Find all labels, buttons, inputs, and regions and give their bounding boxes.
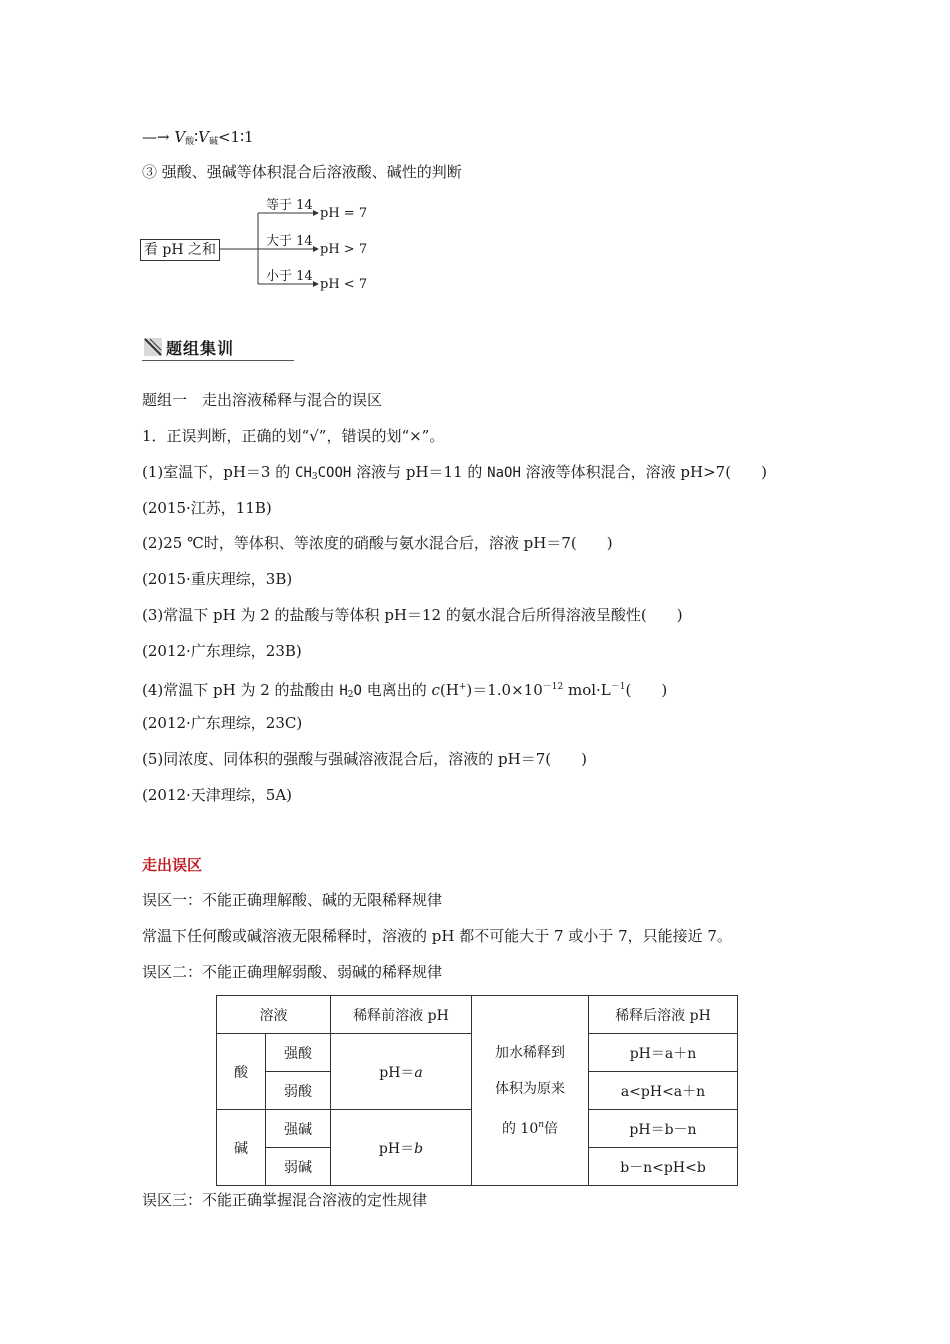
item-5: (5)同浓度、同体积的强酸与强碱溶液混合后，溶液的 pH＝7( ) bbox=[142, 750, 587, 768]
branch-result: pH > 7 bbox=[320, 242, 368, 257]
branch-condition: 小于 14 bbox=[266, 269, 313, 284]
item-2: (2)25 ℃时，等体积、等浓度的硝酸与氨水混合后，溶液 pH＝7( ) bbox=[142, 534, 613, 552]
misconception-3: 误区三：不能正确掌握混合溶液的定性规律 bbox=[142, 1191, 428, 1209]
item-2-source: (2015·重庆理综，3B) bbox=[142, 570, 293, 588]
item-3-source: (2012·广东理综，23B) bbox=[142, 642, 302, 660]
branch-result: pH = 7 bbox=[320, 206, 368, 221]
strong-acid-after: pH＝a＋n bbox=[589, 1034, 738, 1072]
header-solution: 溶液 bbox=[217, 996, 331, 1034]
item-1: (1)室温下，pH＝3 的 $CH_3COOH$ 溶液与 pH＝11 的 NaOH 溶液等体积混合，溶液 pH>7( ) bbox=[142, 463, 767, 482]
dilution-table bbox=[216, 995, 738, 1186]
item-3-heading: ③ 强酸、强碱等体积混合后溶液酸、碱性的判断 bbox=[142, 163, 462, 181]
item-4-source: (2012·广东理综，23C) bbox=[142, 714, 303, 732]
strong-base-after: pH＝b－n bbox=[589, 1110, 738, 1148]
section-title: 题组集训 bbox=[142, 334, 294, 361]
item-5-source: (2012·天津理综，5A) bbox=[142, 786, 293, 804]
dilution-note: 加水稀释到 体积为原来 的 10$^n$倍 bbox=[472, 996, 589, 1186]
strong-base: 强碱 bbox=[266, 1110, 331, 1148]
misconception-2: 误区二：不能正确理解弱酸、弱碱的稀释规律 bbox=[142, 963, 443, 981]
ratio-line: —→ $V_酸∶V_碱<1∶1$ bbox=[142, 128, 254, 147]
item-3: (3)常温下 pH 为 2 的盐酸与等体积 pH＝12 的氨水混合后所得溶液呈酸性( ) bbox=[142, 606, 683, 624]
base-before-ph: pH＝b bbox=[331, 1110, 472, 1186]
weak-acid: 弱酸 bbox=[266, 1072, 331, 1110]
item-1-source: (2015·江苏，11B) bbox=[142, 499, 272, 517]
branch-condition: 大于 14 bbox=[266, 234, 313, 249]
acid-before-ph: pH＝a bbox=[331, 1034, 472, 1110]
misconception-1: 误区一：不能正确理解酸、碱的无限稀释规律 bbox=[142, 891, 443, 909]
header-before: 稀释前溶液 pH bbox=[331, 996, 472, 1034]
header-after: 稀释后溶液 pH bbox=[589, 996, 738, 1034]
corner-mark-icon bbox=[144, 338, 162, 356]
branch-result: pH < 7 bbox=[320, 277, 368, 292]
question-1: 1．正误判断，正确的划“√”，错误的划“×”。 bbox=[142, 427, 445, 445]
base-label: 碱 bbox=[217, 1110, 266, 1186]
misconception-1-text: 常温下任何酸或碱溶液无限稀释时，溶液的 pH 都不可能大于 7 或小于 7，只能接近 7。 bbox=[142, 927, 732, 945]
ph-sum-box: 看 pH 之和 bbox=[140, 239, 220, 261]
group-title: 题组一 走出溶液稀释与混合的误区 bbox=[142, 391, 383, 409]
section-heading: 走出误区 bbox=[142, 856, 203, 874]
acid-label: 酸 bbox=[217, 1034, 266, 1110]
strong-acid: 强酸 bbox=[266, 1034, 331, 1072]
item-4: (4)常温下 pH 为 2 的盐酸由 $H_2O$ 电离出的 $c(H^+)=1.0\times 10^{-12}$ $mol\cdot L^{-1}$( ) bbox=[142, 681, 668, 700]
weak-base-after: b－n<pH<b bbox=[589, 1148, 738, 1186]
arrow-glyph: —→ bbox=[142, 128, 170, 146]
branch-condition: 等于 14 bbox=[266, 198, 313, 213]
weak-acid-after: a<pH<a＋n bbox=[589, 1072, 738, 1110]
weak-base: 弱碱 bbox=[266, 1148, 331, 1186]
